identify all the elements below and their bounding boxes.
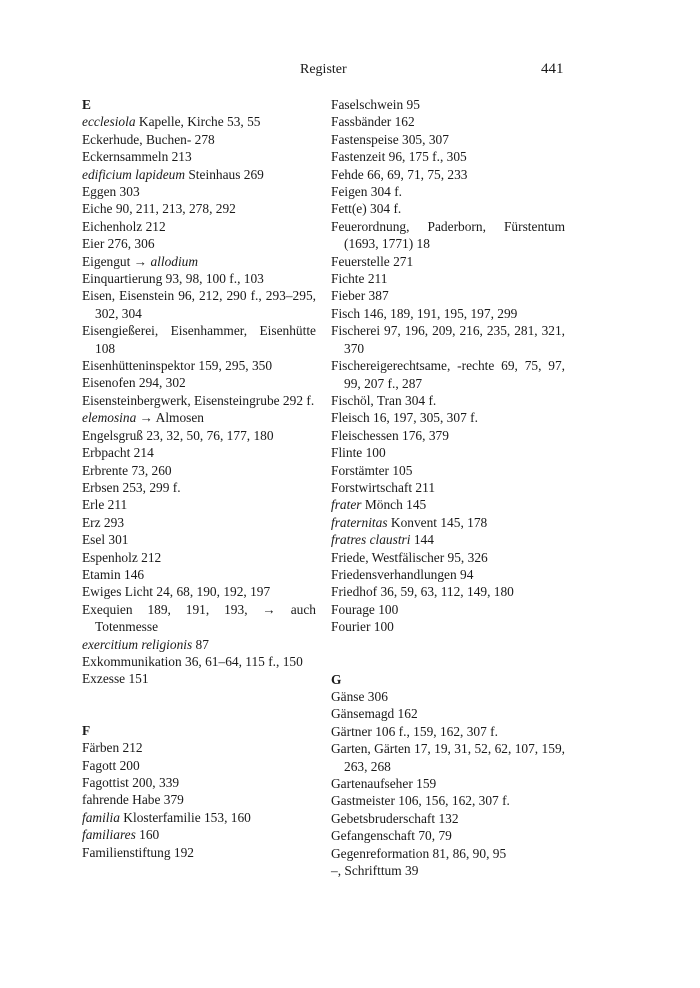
index-entry — [82, 531, 316, 548]
index-term-latin: fraternitas — [331, 514, 388, 530]
index-entry-text: Gastmeister 106, 156, 162, 307 f. — [331, 793, 510, 809]
index-entry — [331, 810, 565, 827]
index-entry — [82, 218, 316, 235]
index-entry-text: Färben 212 — [82, 740, 143, 756]
index-entry — [82, 374, 316, 391]
index-entry — [82, 514, 316, 531]
index-entry — [331, 514, 565, 531]
index-entry-text: Fischöl, Tran 304 f. — [331, 392, 437, 408]
index-entry-text: Feigen 304 f. — [331, 184, 403, 200]
index-entry-text: Erbsen 253, 299 f. — [82, 479, 181, 495]
index-term-latin: elemosina — [82, 410, 137, 426]
index-entry-text: Eichenholz 212 — [82, 218, 166, 234]
index-entry-text: Klosterfamilie 153, 160 — [119, 809, 251, 825]
index-entry — [331, 462, 565, 479]
index-entry-text: Fleisch 16, 197, 305, 307 f. — [331, 410, 478, 426]
index-entry-text: Fischereigerechtsame, -rechte 69, 75, 97, 99, 207 f., 287 — [331, 358, 565, 391]
index-entry-text: Garten, Gärten 17, 19, 31, 52, 62, 107, 159, 263, 268 — [331, 741, 565, 774]
index-entry — [331, 427, 565, 444]
index-entry-text: Fourier 100 — [331, 619, 394, 635]
index-entry — [82, 183, 316, 200]
index-entry — [82, 462, 316, 479]
index-entry — [331, 549, 565, 566]
index-entry — [331, 409, 565, 426]
index-term-latin: ecclesiola — [82, 114, 136, 130]
index-entry — [82, 253, 316, 270]
index-entry — [331, 479, 565, 496]
index-entry-text: Faselschwein 95 — [331, 97, 420, 112]
index-entry — [331, 287, 565, 304]
index-entry — [82, 791, 316, 808]
index-term-latin: allodium — [150, 253, 199, 269]
index-entry — [331, 131, 565, 148]
index-entry-text: Forstwirtschaft 211 — [331, 479, 436, 495]
index-entry-text: Gärtner 106 f., 159, 162, 307 f. — [331, 723, 498, 739]
index-term-latin: exercitium religionis — [82, 636, 193, 652]
index-entry-text: Fischerei 97, 196, 209, 216, 235, 281, 321, 370 — [331, 323, 565, 356]
index-entry — [331, 305, 565, 322]
index-entry-text: Familienstiftung 192 — [82, 844, 194, 860]
index-entry-text: Fieber 387 — [331, 288, 389, 304]
index-entry-text: Kapelle, Kirche 53, 55 — [135, 114, 261, 130]
index-entry — [331, 113, 565, 130]
index-entry — [82, 809, 316, 826]
index-letter-heading: G — [331, 671, 342, 687]
index-entry — [82, 757, 316, 774]
index-entry-text: Eckerhude, Buchen- 278 — [82, 131, 215, 147]
index-entry-text: Flinte 100 — [331, 445, 386, 461]
index-entry — [331, 583, 565, 600]
index-column-left — [82, 96, 316, 861]
index-entry-text: Friedensverhandlungen 94 — [331, 566, 474, 582]
index-term-latin: frater — [331, 497, 362, 513]
index-entry-text: Gefangenschaft 70, 79 — [331, 828, 452, 844]
index-entry — [331, 845, 565, 862]
index-entry — [82, 636, 316, 653]
index-entry-text: Eisensteinbergwerk, Eisensteingrube 292 f. — [82, 392, 315, 408]
index-entry — [331, 688, 565, 705]
index-entry-text: Fleischessen 176, 379 — [331, 427, 449, 443]
index-entry-text: Erbrente 73, 260 — [82, 462, 172, 478]
index-entry — [82, 287, 316, 322]
index-entry-text: Forstämter 105 — [331, 462, 413, 478]
index-entry-text: Fagott 200 — [82, 757, 140, 773]
page-number: 441 — [541, 61, 564, 77]
section-gap — [82, 688, 316, 722]
index-entry-text: Ewiges Licht 24, 68, 190, 192, 197 — [82, 584, 271, 600]
index-entry — [331, 270, 565, 287]
index-entry — [331, 827, 565, 844]
index-entry — [82, 601, 316, 636]
index-entry — [82, 200, 316, 217]
index-entry — [331, 531, 565, 548]
running-title: Register — [300, 62, 347, 77]
index-entry-text: Espenholz 212 — [82, 549, 162, 565]
index-entry-text: Eisen, Eisenstein 96, 212, 290 f., 293–295, 302, 304 — [82, 288, 316, 321]
index-entry — [82, 583, 316, 600]
index-entry-text: Feuerstelle 271 — [331, 253, 414, 269]
index-entry-text: Friede, Westfälischer 95, 326 — [331, 549, 488, 565]
index-entry — [82, 322, 316, 357]
section-gap — [331, 636, 565, 671]
index-entry-text: Exkommunikation 36, 61–64, 115 f., 150 — [82, 653, 303, 669]
index-entry-text: –, Schrifttum 39 — [331, 863, 419, 879]
index-entry — [331, 218, 565, 253]
index-entry — [82, 392, 316, 409]
index-entry — [331, 792, 565, 809]
index-term-latin: familia — [82, 809, 120, 825]
index-entry — [331, 496, 565, 513]
index-entry — [82, 235, 316, 252]
index-entry — [82, 270, 316, 287]
index-entry — [82, 166, 316, 183]
index-entry — [331, 166, 565, 183]
index-entry — [82, 653, 316, 670]
index-letter-heading: F — [82, 722, 91, 738]
index-entry — [331, 862, 565, 879]
index-entry-text: 160 — [135, 827, 160, 843]
index-entry-text: fahrende Habe 379 — [82, 792, 184, 808]
index-entry-text: Eigengut → — [82, 253, 151, 269]
index-entry — [331, 200, 565, 217]
index-entry-text: Eisenhütteninspektor 159, 295, 350 — [82, 358, 273, 374]
index-entry-text: Eisenofen 294, 302 — [82, 375, 186, 391]
index-entry-text: Eckernsammeln 213 — [82, 149, 192, 165]
index-entry-text: Eggen 303 — [82, 184, 140, 200]
index-term-latin: fratres claustri — [331, 532, 411, 548]
index-entry-text: Fisch 146, 189, 191, 195, 197, 299 — [331, 305, 518, 321]
running-head — [0, 62, 700, 82]
index-entry — [331, 357, 565, 392]
index-entry — [82, 844, 316, 861]
index-entry-text: → Almosen — [136, 410, 204, 426]
index-entry-text: Gänsemagd 162 — [331, 706, 418, 722]
index-entry-text: Einquartierung 93, 98, 100 f., 103 — [82, 271, 264, 287]
index-term-latin: familiares — [82, 827, 136, 843]
index-entry-text: Esel 301 — [82, 532, 129, 548]
index-entry — [331, 253, 565, 270]
index-entry-text: Fassbänder 162 — [331, 114, 415, 130]
index-entry-text: Fastenspeise 305, 307 — [331, 131, 449, 147]
index-entry-text: Fehde 66, 69, 71, 75, 233 — [331, 166, 468, 182]
index-entry — [331, 566, 565, 583]
index-entry-text: 87 — [192, 636, 209, 652]
index-entry — [331, 96, 565, 113]
index-entry — [331, 444, 565, 461]
index-entry-text: Erz 293 — [82, 514, 125, 530]
index-entry — [331, 601, 565, 618]
index-entry-text: Etamin 146 — [82, 566, 145, 582]
index-entry — [82, 670, 316, 687]
index-entry — [82, 444, 316, 461]
index-entry-text: Engelsgruß 23, 32, 50, 76, 177, 180 — [82, 427, 274, 443]
index-entry-text: Fourage 100 — [331, 601, 399, 617]
index-entry — [82, 479, 316, 496]
index-column-right — [331, 96, 565, 879]
index-entry — [82, 113, 316, 130]
index-term-latin: edificium lapideum — [82, 166, 186, 182]
index-letter-heading: E — [82, 97, 91, 112]
index-entry-text: Konvent 145, 178 — [387, 514, 488, 530]
index-entry-text: Gegenreformation 81, 86, 90, 95 — [331, 845, 507, 861]
index-entry — [331, 148, 565, 165]
index-entry-text: Fagottist 200, 339 — [82, 775, 180, 790]
index-entry — [331, 183, 565, 200]
index-entry — [82, 549, 316, 566]
index-entry — [331, 392, 565, 409]
index-entry-text: Erbpacht 214 — [82, 445, 154, 461]
index-entry — [331, 322, 565, 357]
index-entry — [82, 409, 316, 426]
index-entry — [331, 618, 565, 635]
index-entry-text: Fett(e) 304 f. — [331, 201, 402, 217]
index-entry — [331, 723, 565, 740]
index-entry — [82, 148, 316, 165]
index-entry — [82, 774, 316, 791]
index-entry-text: Eiche 90, 211, 213, 278, 292 — [82, 201, 236, 217]
index-entry-text: Eisengießerei, Eisenhammer, Eisenhütte 108 — [82, 323, 316, 356]
index-entry — [331, 705, 565, 722]
index-entry-text: Friedhof 36, 59, 63, 112, 149, 180 — [331, 584, 514, 600]
index-entry-text: Exequien 189, 191, 193, → auch Totenmesse — [82, 601, 316, 635]
index-entry-text: Eier 276, 306 — [82, 236, 155, 252]
index-entry — [331, 740, 565, 775]
index-entry-text: Feuerordnung, Paderborn, Fürstentum (1693, 1771) 18 — [331, 218, 565, 252]
index-entry-text: Fichte 211 — [331, 271, 388, 287]
index-entry-text: Exzesse 151 — [82, 671, 149, 687]
index-entry — [82, 496, 316, 513]
index-entry-text: Erle 211 — [82, 497, 128, 513]
index-entry — [82, 427, 316, 444]
index-entry — [82, 739, 316, 756]
index-entry-text: Gartenaufseher 159 — [331, 776, 437, 792]
index-entry-text: 144 — [410, 532, 434, 548]
index-entry-text: Gebetsbruderschaft 132 — [331, 810, 459, 826]
index-entry-text: Fastenzeit 96, 175 f., 305 — [331, 149, 467, 165]
index-entry-text: Mönch 145 — [361, 497, 427, 513]
index-entry — [331, 775, 565, 792]
index-entry-text: Steinhaus 269 — [185, 166, 264, 182]
index-entry — [82, 357, 316, 374]
index-entry — [82, 826, 316, 843]
index-entry — [82, 131, 316, 148]
index-entry — [82, 566, 316, 583]
index-entry-text: Gänse 306 — [331, 688, 388, 704]
